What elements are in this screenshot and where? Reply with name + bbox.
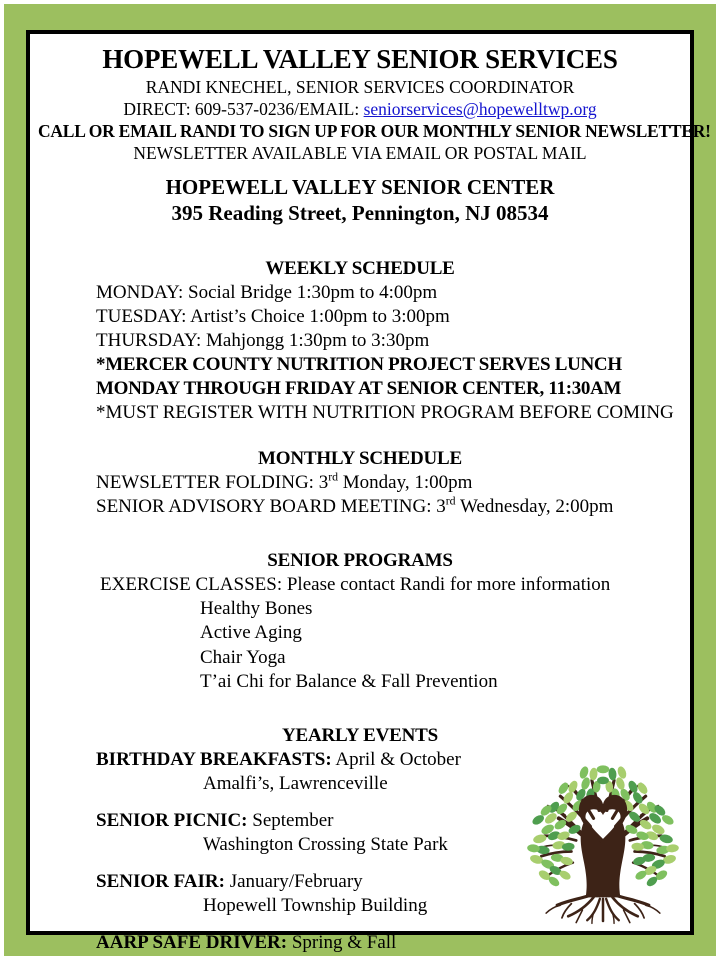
flyer-content-box — [26, 30, 711, 954]
exercise-classes-intro: EXERCISE CLASSES: Please contact Randi for more information — [100, 574, 611, 596]
senior-programs-heading: SENIOR PROGRAMS — [267, 550, 453, 572]
spacer — [38, 227, 682, 257]
program-class-item: T’ai Chi for Balance & Fall Prevention — [200, 670, 498, 692]
contact-prefix: DIRECT: 609-537-0236/EMAIL: — [123, 98, 364, 119]
weekly-schedule-heading: WEEKLY SCHEDULE — [265, 257, 455, 279]
contact-line — [38, 99, 682, 120]
event-value: September — [247, 809, 334, 831]
program-class-item: Chair Yoga — [200, 646, 286, 668]
event-label: SENIOR FAIR: — [96, 871, 225, 893]
spacer — [38, 694, 682, 724]
nutrition-note-line-3: *MUST REGISTER WITH NUTRITION PROGRAM BEFORE COMING — [96, 402, 674, 424]
spacer — [38, 519, 682, 549]
program-class-item: Active Aging — [200, 622, 302, 644]
event-value: January/February — [224, 871, 363, 893]
program-class-item: Healthy Bones — [200, 598, 313, 620]
nutrition-note-line-1: *MERCER COUNTY NUTRITION PROJECT SERVES LUNCH — [96, 354, 622, 376]
event-label: AARP SAFE DRIVER: — [96, 932, 288, 954]
yearly-event-detail: Amalfi’s, Lawrenceville — [203, 772, 388, 794]
yearly-events-heading: YEARLY EVENTS — [282, 724, 438, 746]
newsletter-folding-pre: NEWSLETTER FOLDING: 3 — [96, 472, 329, 494]
coordinator-line: RANDI KNECHEL, SENIOR SERVICES COORDINATOR — [145, 76, 575, 97]
event-value: Spring & Fall — [287, 932, 397, 954]
center-address: 395 Reading Street, Pennington, NJ 08534 — [171, 201, 549, 226]
newsletter-folding-post: Monday, 1:00pm — [338, 472, 473, 494]
monthly-advisory-board — [38, 495, 682, 519]
advisory-post: Wednesday, 2:00pm — [455, 496, 614, 518]
yearly-event-row — [38, 931, 682, 955]
event-value: April & October — [331, 748, 461, 770]
weekly-line-monday: MONDAY: Social Bridge 1:30pm to 4:00pm — [96, 281, 438, 303]
center-name: HOPEWELL VALLEY SENIOR CENTER — [165, 174, 555, 199]
event-label: BIRTHDAY BREAKFASTS: — [96, 748, 332, 770]
ordinal-suffix: rd — [445, 495, 456, 509]
ordinal-suffix: rd — [328, 470, 339, 484]
yearly-event-detail: Washington Crossing State Park — [203, 833, 448, 855]
weekly-line-tuesday: TUESDAY: Artist’s Choice 1:00pm to 3:00pm — [96, 305, 450, 327]
event-label: SENIOR PICNIC: — [96, 809, 248, 831]
weekly-line-thursday: THURSDAY: Mahjongg 1:30pm to 3:30pm — [96, 329, 430, 351]
monthly-schedule-heading: MONTHLY SCHEDULE — [258, 448, 462, 470]
spacer — [38, 425, 682, 447]
org-title: HOPEWELL VALLEY SENIOR SERVICES — [102, 44, 618, 74]
advisory-pre: SENIOR ADVISORY BOARD MEETING: 3 — [96, 496, 446, 518]
yearly-event-detail: Hopewell Township Building — [203, 895, 428, 917]
tree-with-heart-icon — [524, 763, 682, 925]
newsletter-callout: CALL OR EMAIL RANDI TO SIGN UP FOR OUR MONTHLY SENIOR NEWSLETTER! — [38, 120, 711, 141]
newsletter-availability: NEWSLETTER AVAILABLE VIA EMAIL OR POSTAL MAIL — [133, 142, 587, 163]
email-link[interactable]: seniorservices@hopewelltwp.org — [363, 98, 597, 119]
monthly-newsletter-folding — [38, 471, 682, 495]
nutrition-note-line-2: MONDAY THROUGH FRIDAY AT SENIOR CENTER, 11:30AM — [96, 378, 622, 400]
